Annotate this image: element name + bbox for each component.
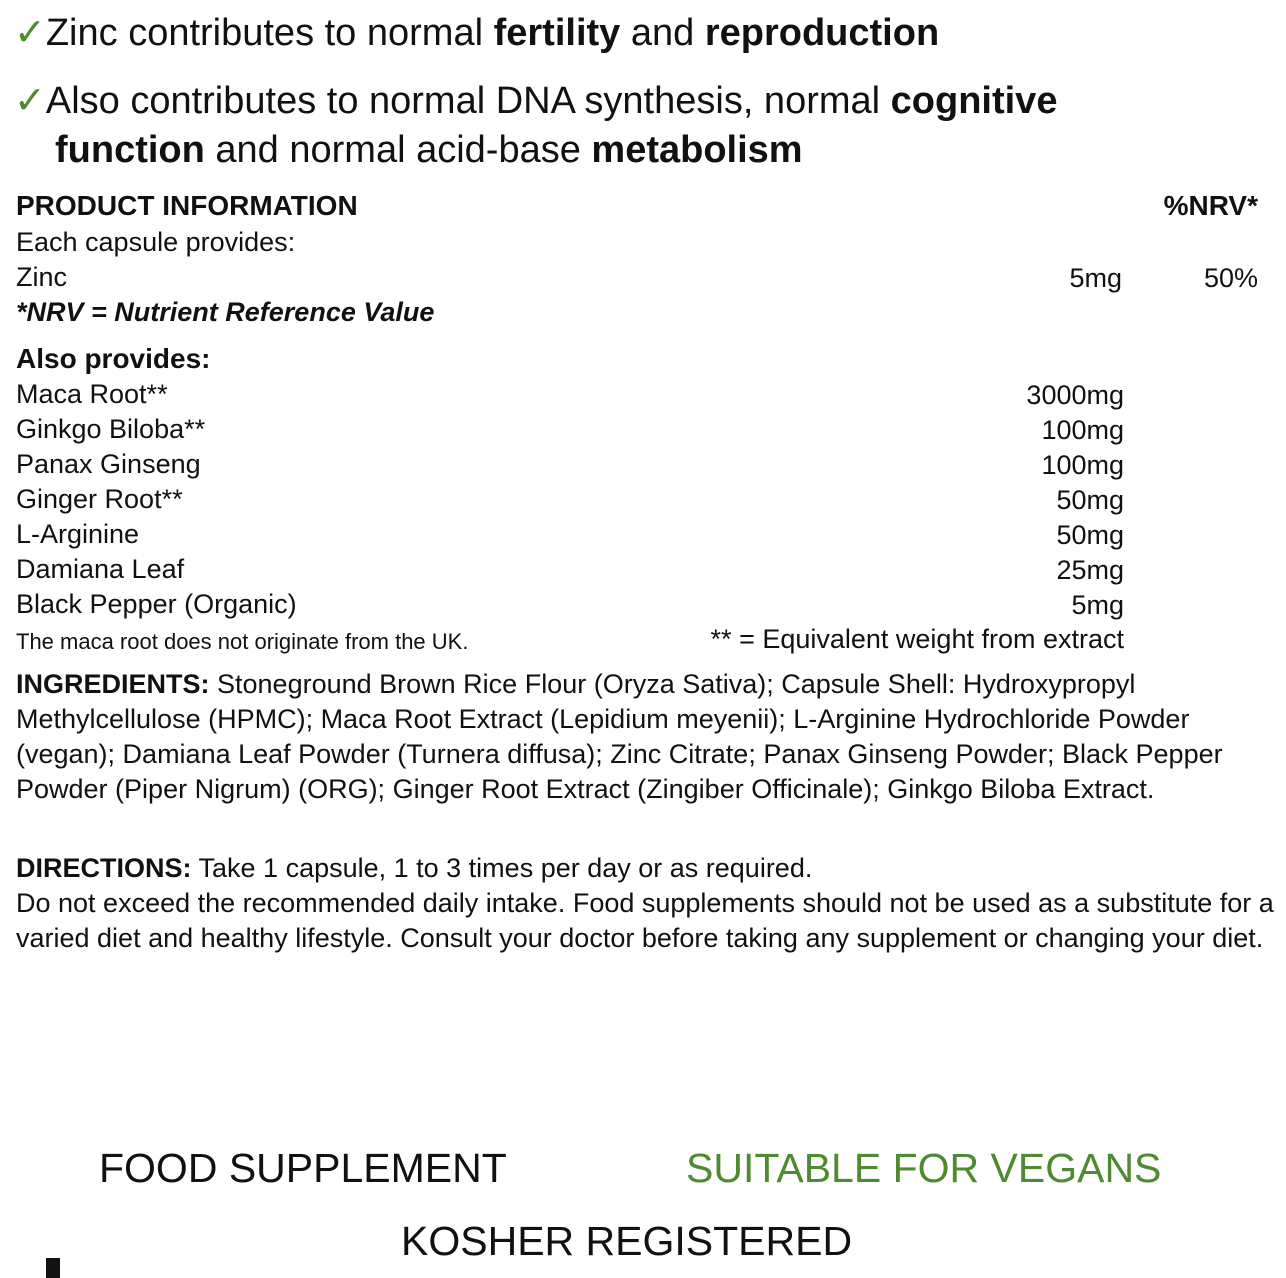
ingredient-row-amount: 100mg xyxy=(1041,415,1124,445)
maca-origin-note: The maca root does not originate from the UK. xyxy=(16,629,469,654)
directions-label: DIRECTIONS: xyxy=(16,853,192,883)
ingredient-row-name: Black Pepper (Organic) xyxy=(16,589,297,619)
ingredient-row-name: Maca Root** xyxy=(16,379,168,409)
extract-note: ** = Equivalent weight from extract xyxy=(710,624,1124,654)
ingredients-paragraph xyxy=(16,667,1276,807)
ingredients-label: INGREDIENTS: xyxy=(16,669,210,699)
ingredient-row-name: Damiana Leaf xyxy=(16,554,185,584)
claim-text: Zinc contributes to normal xyxy=(45,12,494,54)
claim-text: Also contributes to normal DNA synthesis, normal xyxy=(45,80,891,122)
claim-dna-synthesis-line2 xyxy=(55,126,803,175)
ingredients-text: Stoneground Brown Rice Flour (Oryza Sativa); Capsule Shell: Hydroxypropyl Methylcellulose (HPMC); Maca Root Extract (Lepidium meyenii); L-Arginine Hydrochloride Powder (vegan); Damiana Leaf Powder (Turnera diffusa); Zinc Citrate; Panax Ginseng Powder; Black Pepper Powder (Piper Nigrum) (ORG); Ginger Root Extract (Zingiber Officinale); Ginkgo Biloba Extract. xyxy=(16,669,1223,804)
zinc-name: Zinc xyxy=(16,262,68,292)
claim-bold-metabolism: metabolism xyxy=(591,129,803,171)
ingredient-row-amount: 100mg xyxy=(1041,450,1124,480)
directions-paragraph xyxy=(16,851,1276,956)
claim-bold-cognitive: cognitive xyxy=(890,80,1058,122)
partial-logo-mark xyxy=(46,1258,60,1278)
claim-fertility xyxy=(14,9,939,58)
claim-bold-function: function xyxy=(55,129,205,171)
ingredient-row-amount: 50mg xyxy=(1056,520,1124,550)
kosher-label: KOSHER REGISTERED xyxy=(401,1218,853,1264)
also-provides-heading: Also provides: xyxy=(16,343,211,374)
claim-bold-fertility: fertility xyxy=(493,12,621,54)
food-supplement-label: FOOD SUPPLEMENT xyxy=(99,1145,507,1191)
ingredient-row-name: Ginkgo Biloba** xyxy=(16,414,206,444)
ingredient-row-name: Panax Ginseng xyxy=(16,449,201,479)
claim-bold-reproduction: reproduction xyxy=(704,12,940,54)
claim-text: and xyxy=(620,12,705,54)
zinc-amount: 5mg xyxy=(1069,263,1122,293)
nrv-note: *NRV = Nutrient Reference Value xyxy=(16,297,435,327)
zinc-nrv: 50% xyxy=(1203,263,1258,293)
claim-dna-synthesis xyxy=(14,77,1057,126)
product-info-heading: PRODUCT INFORMATION xyxy=(16,190,358,221)
ingredient-row-amount: 25mg xyxy=(1056,555,1124,585)
vegan-label: SUITABLE FOR VEGANS xyxy=(686,1145,1162,1191)
ingredient-row-amount: 3000mg xyxy=(1026,380,1124,410)
each-capsule-label: Each capsule provides: xyxy=(16,227,296,257)
checkmark-icon: ✓ xyxy=(14,12,46,54)
claim-text: and normal acid-base xyxy=(204,129,592,171)
ingredient-row-amount: 5mg xyxy=(1071,590,1124,620)
ingredient-row-name: Ginger Root** xyxy=(16,484,183,514)
directions-warning: Do not exceed the recommended daily intake. Food supplements should not be used as a substitute for a varied diet and healthy lifestyle. Consult your doctor before taking any supplement or changing your diet. xyxy=(16,888,1274,953)
directions-text: Take 1 capsule, 1 to 3 times per day or as required. xyxy=(191,853,813,883)
ingredient-row-amount: 50mg xyxy=(1056,485,1124,515)
checkmark-icon: ✓ xyxy=(14,80,46,122)
nrv-heading: %NRV* xyxy=(1163,190,1258,221)
ingredient-row-name: L-Arginine xyxy=(16,519,140,549)
